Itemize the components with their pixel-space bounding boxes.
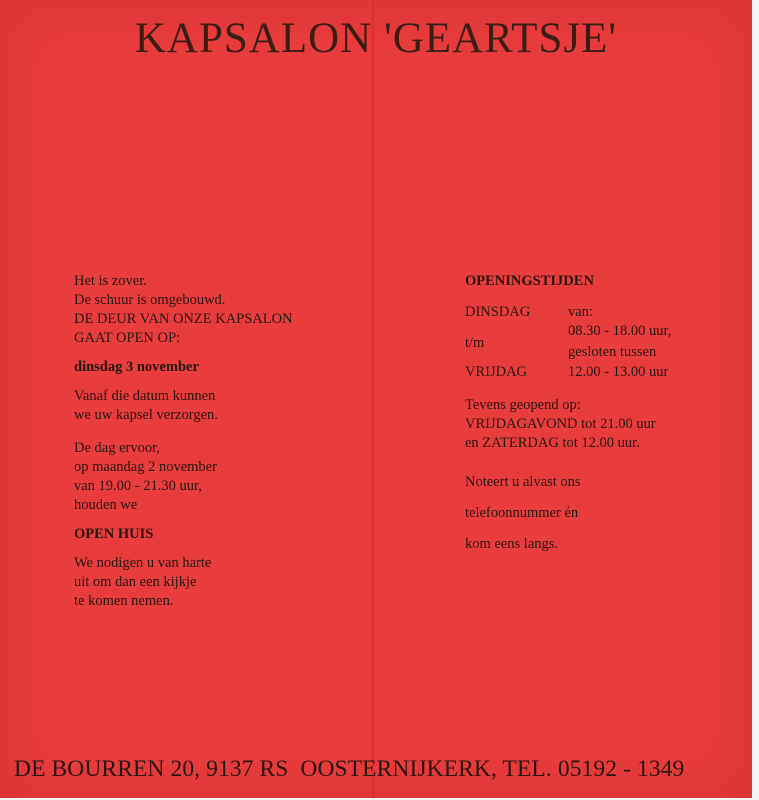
day-label: VRIJDAG — [465, 364, 528, 380]
note-line: Noteert u alvast ons — [465, 474, 581, 490]
intro-line: GAAT OPEN OP: — [74, 330, 181, 346]
intro-line: Het is zover. — [74, 273, 147, 289]
service-line: Vanaf die datum kunnen — [74, 388, 216, 404]
preview-line: houden we — [74, 497, 138, 513]
day-label: t/m — [465, 335, 485, 351]
preview-line: op maandag 2 november — [74, 459, 217, 475]
time-label: van: — [568, 304, 593, 320]
invite-line: te komen nemen. — [74, 593, 174, 609]
extra-hours-line: VRIJDAGAVOND tot 21.00 uur — [465, 416, 656, 432]
intro-line: DE DEUR VAN ONZE KAPSALON — [74, 311, 293, 327]
invite-line: uit om dan een kijkje — [74, 574, 197, 590]
opening-hours-heading: OPENINGSTIJDEN — [465, 273, 594, 289]
hours-column — [465, 272, 745, 554]
hours-table — [465, 300, 745, 382]
address-footer — [14, 756, 684, 783]
opening-date: dinsdag 3 november — [74, 359, 199, 375]
invite-line: We nodigen u van harte — [74, 555, 212, 571]
extra-hours-line: Tevens geopend op: — [465, 397, 581, 413]
day-label: DINSDAG — [465, 304, 531, 320]
time-label: 12.00 - 13.00 uur — [568, 364, 669, 380]
note-line: kom eens langs. — [465, 536, 559, 552]
service-line: we uw kapsel verzorgen. — [74, 407, 218, 423]
flyer-title: KAPSALON 'GEARTSJE' — [134, 15, 618, 62]
time-label: gesloten tussen — [568, 344, 657, 360]
time-label: 08.30 - 18.00 uur, — [568, 323, 672, 339]
intro-line: De schuur is omgebouwd. — [74, 292, 226, 308]
note-line: telefoonnummer én — [465, 505, 579, 521]
open-house-heading: OPEN HUIS — [74, 526, 154, 542]
fold-crease — [372, 0, 374, 798]
preview-line: van 19.00 - 21.30 uur, — [74, 478, 202, 494]
announcement-column — [74, 272, 364, 611]
street-address: DE BOURREN 20, 9137 RS — [14, 756, 289, 782]
extra-hours-line: en ZATERDAG tot 12.00 uur. — [465, 435, 640, 451]
preview-line: De dag ervoor, — [74, 440, 160, 456]
town-phone: OOSTERNIJKERK, TEL. 05192 - 1349 — [300, 756, 685, 782]
